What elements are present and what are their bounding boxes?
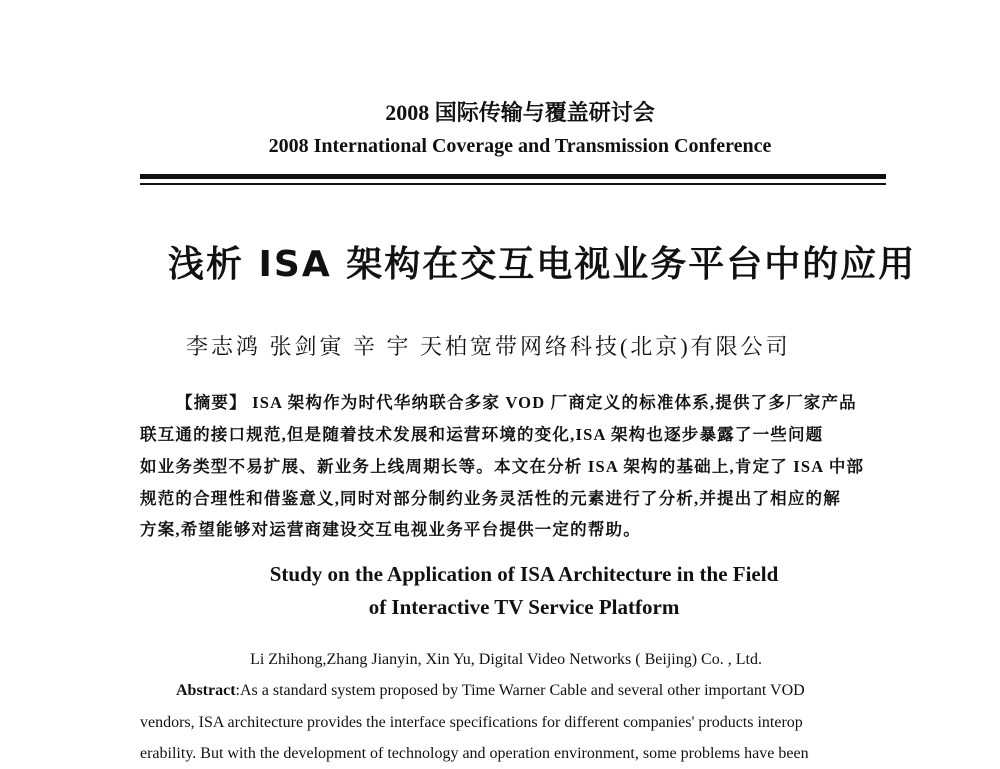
header-rule-thick [140,174,886,179]
paper-title-cn: 浅析 ISA 架构在交互电视业务平台中的应用 [168,244,917,285]
abstract-en-line: erability. But with the development of technology and operation environment, some problems have been [140,745,809,762]
paper-title-en-line1: Study on the Application of ISA Architecture in the Field [269,562,779,586]
abstract-en-line: vendors, ISA architecture provides the interface specifications for different companies' products interop [140,714,803,731]
abstract-cn-text: ISA 架构作为时代华纳联合多家 VOD 厂商定义的标准体系,提供了多厂家产品 [252,393,857,412]
abstract-en-text: :As a standard system proposed by Time Warner Cable and several other important VOD [235,682,805,699]
abstract-en-line [140,675,890,706]
header-rule-thin [140,183,886,185]
abstract-en-label: Abstract [176,682,236,699]
paper-title-en-line2: of Interactive TV Service Platform [368,595,680,619]
conference-title-en: 2008 International Coverage and Transmission Conference [268,135,772,157]
authors-cn: 李志鸿 张剑寅 辛 宇 天柏宽带网络科技(北京)有限公司 [186,334,791,359]
authors-en: Li Zhihong,Zhang Jianyin, Xin Yu, Digital Video Networks ( Beijing) Co. , Ltd. [250,651,762,668]
abstract-cn-label: 【摘要】 [176,393,247,412]
abstract-cn-line [140,387,890,419]
abstract-cn-line: 方案,希望能够对运营商建设交互电视业务平台提供一定的帮助。 [140,520,641,539]
abstract-cn-line: 规范的合理性和借鉴意义,同时对部分制约业务灵活性的元素进行了分析,并提出了相应的解 [140,489,841,508]
abstract-cn-line: 联互通的接口规范,但是随着技术发展和运营环境的变化,ISA 架构也逐步暴露了一些问题 [140,425,824,444]
abstract-cn-line: 如业务类型不易扩展、新业务上线周期长等。本文在分析 ISA 架构的基础上,肯定了 ISA 中部 [140,457,865,476]
conference-title-cn: 2008 国际传输与覆盖研讨会 [385,100,655,125]
